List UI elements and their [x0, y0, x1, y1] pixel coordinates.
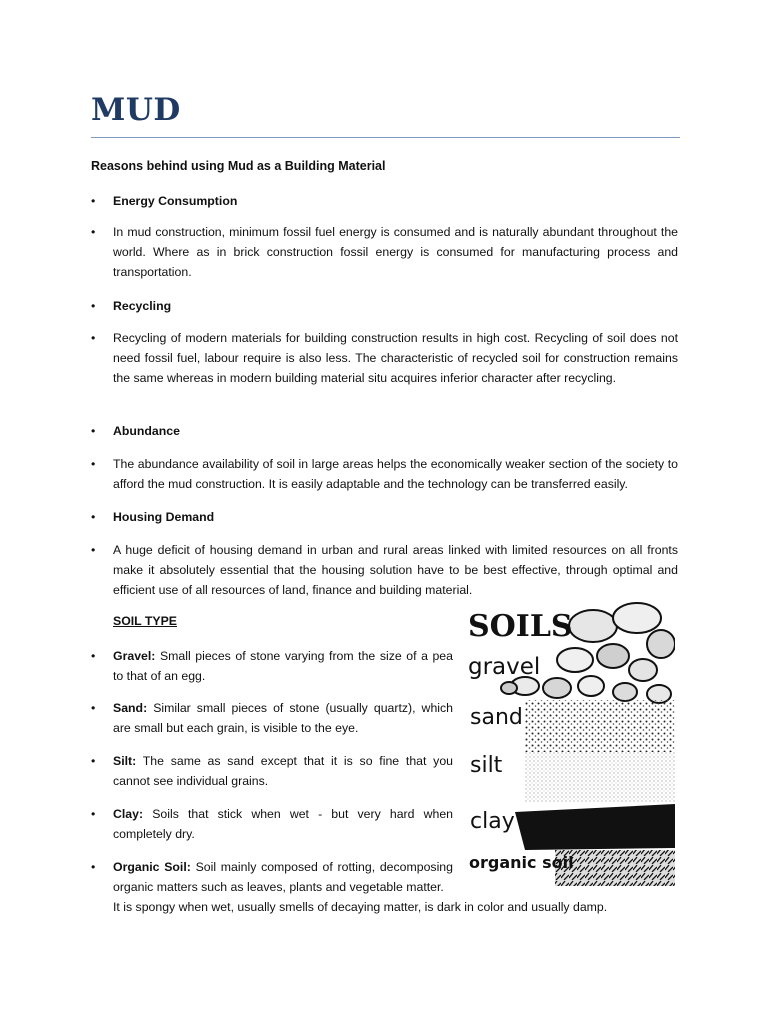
bullet: •	[91, 510, 96, 524]
soil-type-heading: SOIL TYPE	[113, 614, 178, 628]
bullet: •	[91, 701, 96, 715]
item-text: Housing Demand	[113, 510, 215, 524]
bullet: •	[91, 754, 96, 768]
bullet: •	[91, 860, 96, 874]
item-text: A huge deficit of housing demand in urban and rural areas linked with limited resources on all fronts make it absolutely essential that the housing solution have to be best effective, through optimal and efficient use of all resources of land, finance and building material.	[113, 543, 678, 597]
figure-heading: SOILS	[468, 609, 573, 644]
sand-layer	[525, 700, 675, 752]
silt-layer	[525, 752, 675, 802]
item-text: The abundance availability of soil in large areas helps the economically weaker section of the society to afford the mud construction. It is easily adaptable and the technology can be transferred easily.	[113, 457, 678, 491]
item-text: Energy Consumption	[113, 194, 238, 208]
bullet: •	[91, 331, 96, 345]
soil-desc: The same as sand except that it is so fine that you cannot see individual grains.	[113, 754, 453, 788]
clay-layer	[515, 804, 675, 850]
soil-term: Clay:	[113, 807, 144, 821]
bullet: •	[91, 299, 96, 313]
figure-label-gravel: gravel	[468, 654, 541, 680]
figure-label-silt: silt	[470, 753, 503, 778]
bullet: •	[91, 807, 96, 821]
item-text: Recycling of modern materials for building construction results in high cost. Recycling of soil does not need fossil fuel, labour require is also less. The characteristic of recycled soil for construction remains the same whereas in modern building material situ acquires inferior character after recycling.	[113, 331, 678, 385]
item-text: Abundance	[113, 424, 180, 438]
page-title: MUD	[91, 92, 181, 128]
bullet: •	[91, 225, 96, 239]
soil-desc: Soils that stick when wet - but very hard when completely dry.	[113, 807, 453, 841]
bullet: •	[91, 194, 96, 208]
bullet: •	[91, 543, 96, 557]
soil-desc: Similar small pieces of stone (usually quartz), which are small but each grain, is visible to the eye.	[113, 701, 453, 735]
title-divider	[91, 137, 680, 138]
soil-desc: Soil mainly composed of rotting, decomposing organic matters such as leaves, plants and vegetable matter.	[113, 860, 453, 894]
item-text: In mud construction, minimum fossil fuel energy is consumed and is naturally abundant throughout the world. Where as in brick construction fossil energy is consumed for manufacturing process and transportation.	[113, 225, 678, 279]
soil-desc: Small pieces of stone varying from the size of a pea to that of an egg.	[113, 649, 453, 683]
soil-term: Organic Soil:	[113, 860, 191, 874]
soils-illustration	[465, 600, 675, 886]
item-text: Recycling	[113, 299, 172, 313]
figure-label-organic-soil: organic soil	[469, 853, 574, 872]
soil-term: Silt:	[113, 754, 137, 768]
section-subtitle: Reasons behind using Mud as a Building Material	[91, 159, 386, 173]
figure-label-clay: clay	[470, 809, 515, 834]
soil-term: Gravel:	[113, 649, 156, 663]
bullet: •	[91, 649, 96, 663]
soil-term: Sand:	[113, 701, 148, 715]
bullet: •	[91, 424, 96, 438]
document-page: MUD Reasons behind using Mud as a Building Material • Energy Consumption • In mud construction, minimum fossil fuel energy is consumed and is naturally abundant throughout the world. Where as in brick construction fossil energy is consumed for manufacturing process and transportation. • Recycling • Recycling of modern materials for building construction results in high cost. Recycling of soil does not need fossil fuel, labour require is also less. The characteristic of recycled soil for construction remains the same whereas in modern building material situ acquires inferior character after recycling. • Abundance • The abundance availability of soil in large areas helps the economically weaker section of the society to afford the mud construction. It is easily adaptable and the technology can be transferred easily. • Housing Demand • A huge deficit of housing demand in urban and rural areas linked with limited resources on all fronts make it absolutely essential that the housing solution have to be best effective, through optimal and efficient use of all resources of land, finance and building material. SOIL TYPE • Gravel: Small pieces of stone varying from the size of a pea to that of an egg. • Sand: Similar small pieces of stone (usually quartz), which are small but each grain, is visible to the eye. • Silt: The same as sand except that it is so fine that you cannot see individual grains. • Clay: Soils that stick when wet - but very hard when completely dry. • Organic Soil: Soil mainly composed of rotting, decomposing organic matters such as leaves, plants and vegetable matter. It is spongy when wet, usually smells of decaying matter, is dark in color and usually damp. SOILS gravel sand silt clay organic soil	[91, 92, 678, 914]
figure-label-sand: sand	[470, 705, 523, 730]
bullet: •	[91, 457, 96, 471]
